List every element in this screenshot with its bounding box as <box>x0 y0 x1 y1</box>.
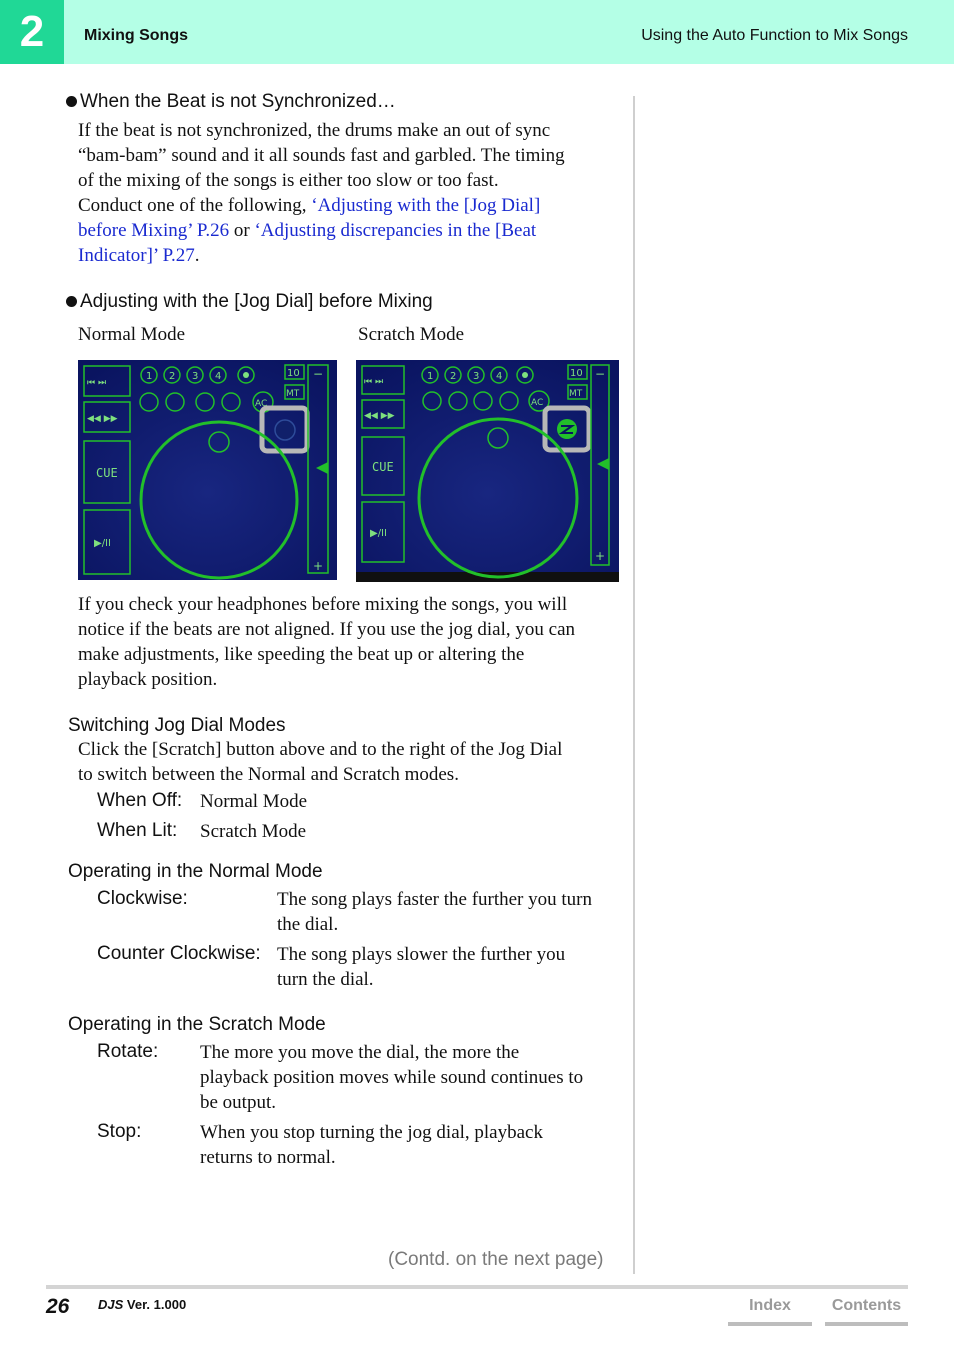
cue-label: CUE <box>96 466 118 480</box>
scratch-mode-label: Scratch Mode <box>358 324 465 345</box>
normal-mode-panel <box>78 360 337 580</box>
slider-plus[interactable]: + <box>595 549 606 563</box>
normal-mode-heading: Operating in the Normal Mode <box>68 861 323 882</box>
number-4[interactable]: 4 <box>215 371 222 382</box>
svg-text:⏮ ⏭: ⏮ ⏭ <box>364 377 384 387</box>
bullet-icon <box>66 96 77 107</box>
when-off-desc: Normal Mode <box>200 791 308 812</box>
normal-mode-label: Normal Mode <box>78 324 186 345</box>
rotate-term: Rotate: <box>97 1041 159 1062</box>
scratch-mode-panel <box>356 360 619 582</box>
product-version: DJS Ver. 1.000 <box>98 1297 187 1312</box>
headphones-text: If you check your headphones before mixing the songs, you will notice if the beats are not aligned. If you use the jog dial, you can make adjustments, like speeding the beat up or altering the playback position. <box>78 594 576 690</box>
number-3[interactable]: 3 <box>473 371 480 382</box>
rotate-desc: The more you move the dial, the more the playback position moves while sound continues to be output. <box>200 1042 584 1113</box>
page-number: 26 <box>46 1295 70 1318</box>
number-3[interactable]: 3 <box>192 371 199 382</box>
ten-label[interactable]: 10 <box>570 368 583 379</box>
section-title: Mixing Songs <box>84 27 188 44</box>
svg-text:◀◀ ▶▶: ◀◀ ▶▶ <box>87 414 118 424</box>
number-1[interactable]: 1 <box>146 371 153 382</box>
scratch-mode-graphic <box>356 360 619 582</box>
normal-mode-graphic <box>78 360 337 580</box>
switching-text: Click the [Scratch] button above and to the right of the Jog Dial to switch between the Normal and Scratch modes. <box>78 739 563 785</box>
ac-label[interactable]: AC <box>531 398 544 408</box>
counter-clockwise-term: Counter Clockwise: <box>97 943 261 964</box>
ten-label[interactable]: 10 <box>287 368 300 379</box>
play-pause-label: ▶/II <box>94 538 111 549</box>
cue-label: CUE <box>372 460 394 474</box>
slider-plus[interactable]: + <box>313 559 324 573</box>
ac-label[interactable]: AC <box>255 399 268 409</box>
clockwise-desc: The song plays faster the further you turn the dial. <box>277 889 592 935</box>
number-4[interactable]: 4 <box>496 371 503 382</box>
clockwise-term: Clockwise: <box>97 888 188 909</box>
mt-label[interactable]: MT <box>569 389 583 399</box>
chapter-number: 2 <box>0 0 64 64</box>
stop-desc: When you stop turning the jog dial, playback returns to normal. <box>200 1122 543 1168</box>
link-beat-indicator[interactable]: ‘Adjusting discrepancies in the [Beat <box>254 220 537 241</box>
slider-minus[interactable]: − <box>595 367 606 381</box>
when-lit-term: When Lit: <box>97 820 178 841</box>
when-off-term: When Off: <box>97 790 183 811</box>
contents-button[interactable]: Contents <box>825 1294 908 1326</box>
svg-text:◀◀ ▶▶: ◀◀ ▶▶ <box>364 411 395 421</box>
scratch-mode-heading: Operating in the Scratch Mode <box>68 1014 326 1035</box>
switching-heading: Switching Jog Dial Modes <box>68 715 286 736</box>
column-divider <box>633 96 635 1274</box>
not-synced-text: If the beat is not synchronized, the drums make an out of sync “bam-bam” sound and it all sounds fast and garbled. The timing of the mixing of the songs is either too slow or too fast. Conduct one of the following, ‘Adjusting with the [Jog Dial] before Mixing’ P.26 or ‘Adjusting discrepancies in the [Beat Indicator]’ P.27. <box>78 120 565 266</box>
when-lit-desc: Scratch Mode <box>200 821 307 842</box>
index-button[interactable]: Index <box>728 1294 812 1326</box>
link-beat-indicator-cont[interactable]: Indicator]’ P.27 <box>78 245 195 266</box>
continued-note: (Contd. on the next page) <box>388 1249 604 1270</box>
footer-rule <box>46 1285 908 1289</box>
number-2[interactable]: 2 <box>450 371 457 382</box>
not-synced-heading: When the Beat is not Synchronized… <box>66 91 396 113</box>
svg-text:⏮ ⏭: ⏮ ⏭ <box>87 378 107 388</box>
counter-clockwise-desc: The song plays slower the further you turn the dial. <box>277 944 566 990</box>
mt-label[interactable]: MT <box>286 389 300 399</box>
link-adjusting-jog-dial-cont[interactable]: before Mixing’ P.26 <box>78 220 230 241</box>
stop-term: Stop: <box>97 1121 142 1142</box>
adjusting-heading: Adjusting with the [Jog Dial] before Mixing <box>66 291 433 313</box>
bullet-icon <box>66 296 77 307</box>
slider-minus[interactable]: − <box>313 367 324 381</box>
play-pause-label: ▶/II <box>370 528 387 539</box>
page-topic: Using the Auto Function to Mix Songs <box>641 27 908 44</box>
link-adjusting-jog-dial[interactable]: ‘Adjusting with the [Jog Dial] <box>311 195 541 216</box>
number-1[interactable]: 1 <box>427 371 434 382</box>
number-2[interactable]: 2 <box>169 371 176 382</box>
